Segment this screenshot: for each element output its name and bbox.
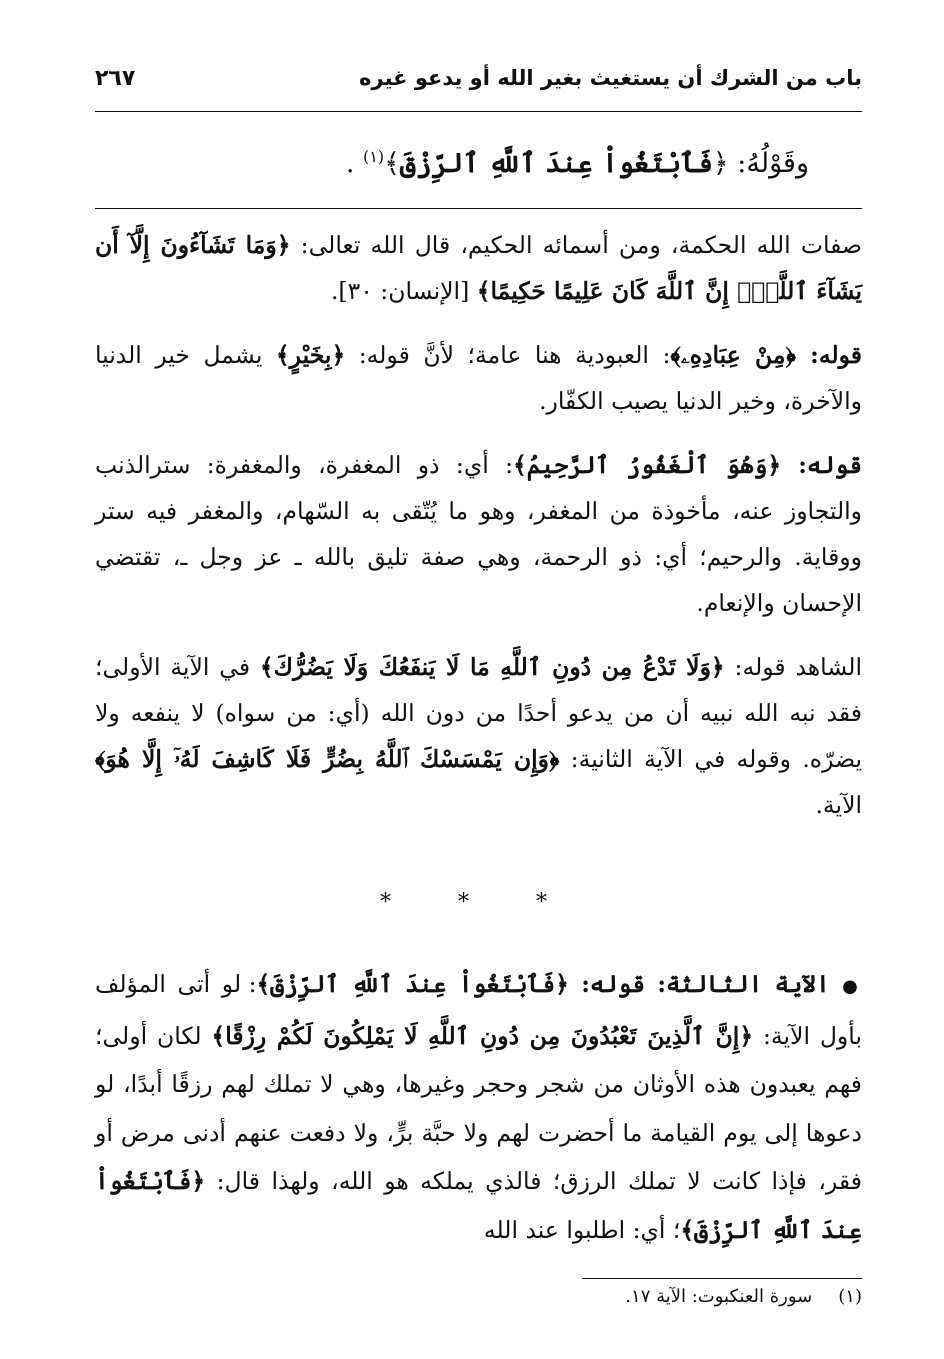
ornate-bracket-close: ﴾ bbox=[384, 148, 400, 179]
header-rule bbox=[95, 111, 862, 112]
matn-separator-rule bbox=[95, 208, 862, 209]
paragraph-label: قوله: bbox=[781, 451, 862, 479]
paragraph-text: : أي: ذو المغفرة، والمغفرة: سترالذنب والتجاوز عنه، مأخوذة من المغفر، وهو ما يُتّقى به السّهام، والمغفر فيه ستر ووقاية. والرحيم؛ أي: ذو الرحمة، وهي صفة تليق بالله ـ عز وجل ـ، تقتضي الإحسان والإنعام. bbox=[95, 451, 862, 617]
running-header bbox=[95, 60, 862, 96]
quran-quote: ﴿بِخَيْرٍ﴾ bbox=[275, 341, 346, 369]
paragraph-text: في الآية الأولى؛ فقد نبه الله نبيه أن من يدعو أحدًا من دون الله (أي: من سواه) لا ينفعه ولا يضرّه. وقوله في الآية الثانية: bbox=[95, 653, 862, 773]
quran-quote: ﴿مِنْ عِبَادِهِۦ﴾ bbox=[670, 341, 796, 369]
section-label: الآية الثالثة: قوله: bbox=[568, 970, 843, 998]
matn-text bbox=[95, 130, 809, 190]
page-number: ٢٦٧ bbox=[95, 65, 136, 91]
bullet-icon: ● bbox=[842, 976, 862, 997]
paragraph-text: : لو أتى المؤلف بأول الآية: bbox=[95, 970, 862, 1050]
paragraph-text: لكان أولى؛ فهم يعبدون هذه الأوثان من شجر وحجر وغيرها، وهي لا تملك لهم رزقًا أبدًا، لو دعوها إلى يوم القيامة ما أحضرت لهم ولا حبَّة برٍّ، ولا دفعت عنهم أدنى مرض أو فقر، فإذا كانت لا تملك الرزق؛ فالذي يملكه هو الله، ولهذا قال: bbox=[95, 1021, 862, 1195]
quran-quote: ﴿فَٱبْتَغُواْ عِندَ ٱللَّهِ ٱلرِّزْقَ﴾ bbox=[256, 970, 569, 998]
paragraph-third-verse bbox=[95, 960, 862, 1254]
paragraph-text: الآية. bbox=[815, 791, 862, 819]
section-separator-stars: * * * bbox=[380, 890, 577, 915]
paragraph-shahid bbox=[95, 644, 862, 828]
footnote-number: (١) bbox=[838, 1286, 862, 1307]
quran-quote: ﴿إِنَّ ٱلَّذِينَ تَعْبُدُونَ مِن دُونِ ٱللَّهِ لَا يَمْلِكُونَ لَكُمْ رِزْقًا﴾ bbox=[211, 1021, 754, 1050]
third-verse-section bbox=[95, 960, 862, 1254]
quran-quote: ﴿فَٱبْتَغُواْ عِندَ ٱللَّهِ ٱلرِّزْقَ﴾ bbox=[95, 1167, 862, 1244]
quran-quote: ﴿وَهُوَ ٱلْغَفُورُ ٱلرَّحِيمُ﴾ bbox=[513, 451, 782, 479]
matn-end: . bbox=[345, 148, 363, 179]
chapter-title: باب من الشرك أن يستغيث بغير الله أو يدعو غيره bbox=[359, 66, 862, 90]
paragraph-text: ؛ أي: اطلبوا عند الله bbox=[483, 1215, 681, 1244]
paragraph-min-ibadihi bbox=[95, 332, 862, 424]
paragraph-text: صفات الله الحكمة، ومن أسمائه الحكيم، قال الله تعالى: bbox=[290, 231, 862, 259]
paragraph-text: الشاهد قوله: bbox=[724, 653, 862, 681]
quran-quote: ﴿وَإِن يَمْسَسْكَ ٱللَّهُ بِضُرٍّ فَلَا كَاشِفَ لَهُۥٓ إِلَّا هُوَ﴾ bbox=[95, 745, 560, 773]
paragraph-text: : العبودية هنا عامة؛ لأنَّ قوله: bbox=[345, 341, 671, 369]
commentary-body bbox=[95, 222, 862, 828]
quran-verse bbox=[384, 148, 729, 179]
paragraph-text: يشمل خير الدنيا والآخرة، وخير الدنيا يصيب الكفّار. bbox=[95, 341, 862, 415]
paragraph-ghafur-rahim bbox=[95, 442, 862, 626]
footnote-rule bbox=[582, 1278, 862, 1279]
footnote-text: سورة العنكبوت: الآية ١٧. bbox=[625, 1286, 813, 1307]
ornate-bracket-open: ﴿ bbox=[712, 148, 729, 179]
paragraph-text: [الإنسان: ٣٠]. bbox=[330, 277, 477, 305]
quran-quote: ﴿وَمَا تَشَآءُونَ إِلَّآ أَن يَشَآءَ ٱللَّهُۚ إِنَّ ٱللَّهَ كَانَ عَلِيمًا حَكِيمًا﴾ bbox=[95, 231, 862, 305]
matn-intro: وقَوْلُهُ: bbox=[728, 148, 809, 179]
paragraph-label: قوله: bbox=[795, 341, 862, 369]
footnote-marker[interactable]: (١) bbox=[363, 147, 385, 166]
quran-quote: ﴿وَلَا تَدْعُ مِن دُونِ ٱللَّهِ مَا لَا يَنفَعُكَ وَلَا يَضُرُّكَ﴾ bbox=[259, 653, 725, 681]
footnote bbox=[625, 1282, 862, 1312]
paragraph-wisdom bbox=[95, 222, 862, 314]
verse-text: فَٱبْتَغُواْ عِندَ ٱللَّهِ ٱلرِّزْقَ bbox=[399, 148, 713, 179]
